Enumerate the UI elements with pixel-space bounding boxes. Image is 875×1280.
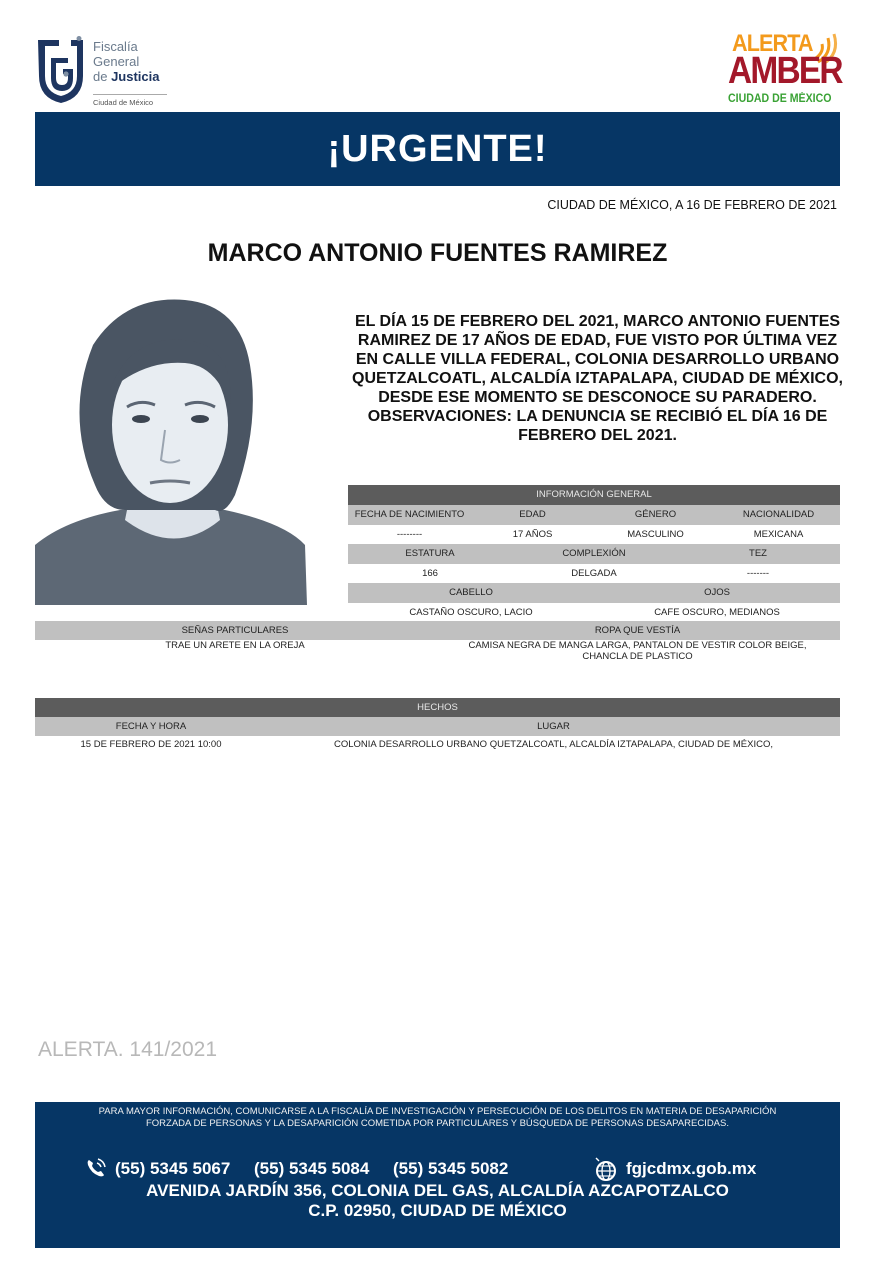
value-height: 166 [422,567,438,579]
header-age: EDAD [519,509,546,521]
value-place: COLONIA DESARROLLO URBANO QUETZALCOATL, ALCALDÍA IZTAPALAPA, CIUDAD DE MÉXICO, [333,738,774,750]
phone-icon [85,1157,107,1179]
fgj-line1: Fiscalía [93,39,138,54]
urgent-banner-text: ¡URGENTE! [327,127,548,170]
table-header-row [348,583,840,603]
value-nationality: MEXICANA [753,528,804,540]
header-height: ESTATURA [405,548,455,560]
address-line1: AVENIDA JARDÍN 356, COLONIA DEL GAS, ALCALDÍA AZCAPOTZALCO [146,1181,729,1200]
header-birthdate: FECHA DE NACIMIENTO [354,509,465,521]
header-gender: GÉNERO [634,509,677,521]
value-birthdate: -------- [396,528,423,540]
missing-person-name: MARCO ANTONIO FUENTES RAMIREZ [207,239,668,267]
table-header-row [348,505,840,525]
urgent-banner [35,112,840,186]
table-row [348,525,840,545]
general-info-table [348,485,840,622]
value-clothing: CAMISA NEGRA DE MANGA LARGA, PANTALON DE VESTIR COLOR BEIGE, CHANCLA DE PLASTICO [468,640,807,662]
table-header-row [348,544,840,564]
issue-date: CIUDAD DE MÉXICO, A 16 DE FEBRERO DE 2021 [547,198,837,212]
header-place: LUGAR [537,721,570,732]
value-eyes: CAFE OSCURO, MEDIANOS [654,606,780,618]
amber-alert-logo [726,30,842,110]
narrative-text [350,312,845,445]
footer-note-line2: FORZADA DE PERSONAS Y LA DESAPARICIÓN COMETIDA POR PARTICULARES Y BÚSQUEDA DE PERSONAS DESAPARECIDAS. [145,1118,729,1129]
amber-amber-text: AMBER [728,50,842,92]
table-row [35,736,840,752]
header-datetime: FECHA Y HORA [115,721,187,732]
contact-footer [35,1102,840,1248]
value-datetime: 15 DE FEBRERO DE 2021 10:00 [80,738,222,750]
observations: OBSERVACIONES: LA DENUNCIA SE RECIBIÓ EL DÍA 16 DE FEBRERO DEL 2021. [367,408,828,444]
fgj-logo [35,32,175,108]
phone-number-3[interactable]: (55) 5345 5082 [393,1159,509,1178]
alert-number: ALERTA. 141/2021 [38,1038,218,1061]
marks-clothing-row [35,640,840,662]
missing-person-photo [35,295,307,605]
header-eyes: OJOS [704,587,730,599]
footer-note-line1: PARA MAYOR INFORMACIÓN, COMUNICARSE A LA FISCALÍA DE INVESTIGACIÓN Y PERSECUCIÓN DE LOS DELITOS EN MATERIA DE DESAPARICIÓN [98,1106,777,1117]
fgj-wordmark [93,39,160,84]
header-nationality: NACIONALIDAD [742,509,815,521]
marks-clothing-header [35,621,840,640]
table-row [348,564,840,584]
address-line2: C.P. 02950, CIUDAD DE MÉXICO [308,1201,567,1220]
footer-note [35,1106,840,1130]
value-age: 17 AÑOS [512,528,553,540]
portrait-image [35,295,307,605]
website-link[interactable]: fgjcdmx.gob.mx [626,1159,757,1178]
fgj-line3-bold: Justicia [111,69,160,84]
header-clothing: ROPA QUE VESTÍA [594,625,681,636]
table-header-row [35,717,840,736]
value-gender: MASCULINO [627,528,684,540]
general-info-title: INFORMACIÓN GENERAL [348,485,840,505]
narrative-body: EL DÍA 15 DE FEBRERO DEL 2021, MARCO ANTONIO FUENTES RAMIREZ DE 17 AÑOS DE EDAD, FUE VISTO POR ÚLTIMA VEZ EN CALLE VILLA FEDERAL, COLONIA DESARROLLO URBANO QUETZALCOATL, ALCALDÍA IZTAPALAPA, CIUDAD DE MÉXICO, DESDE ESE MOMENTO SE DESCONOCE SU PARADERO. [352,313,843,406]
value-complexion: ------- [746,567,770,579]
header-hair: CABELLO [449,587,493,599]
phone-number-2[interactable]: (55) 5345 5084 [254,1159,370,1178]
table-row [348,603,840,623]
value-distinguishing-marks: TRAE UN ARETE EN LA OREJA [165,640,305,651]
amber-alerta-text: ALERTA [732,30,813,57]
fgj-shield-icon [35,36,87,104]
amber-city-text: CIUDAD DE MÉXICO [728,93,832,105]
fgj-line3-prefix: de [93,69,112,84]
contact-line [85,1157,785,1179]
phone-number-1[interactable]: (55) 5345 5067 [115,1159,231,1178]
header-complexion: TEZ [749,548,767,560]
facts-table [35,698,840,752]
fgj-line2: General [93,54,140,69]
value-build: DELGADA [571,567,617,579]
header-build: COMPLEXIÓN [562,548,626,560]
facts-title: HECHOS [35,698,840,717]
fgj-line3 [93,69,160,84]
fgj-subtitle: Ciudad de México [93,94,167,107]
header-distinguishing-marks: SEÑAS PARTICULARES [181,625,289,636]
value-hair: CASTAÑO OSCURO, LACIO [409,606,533,618]
globe-icon [593,1157,617,1181]
